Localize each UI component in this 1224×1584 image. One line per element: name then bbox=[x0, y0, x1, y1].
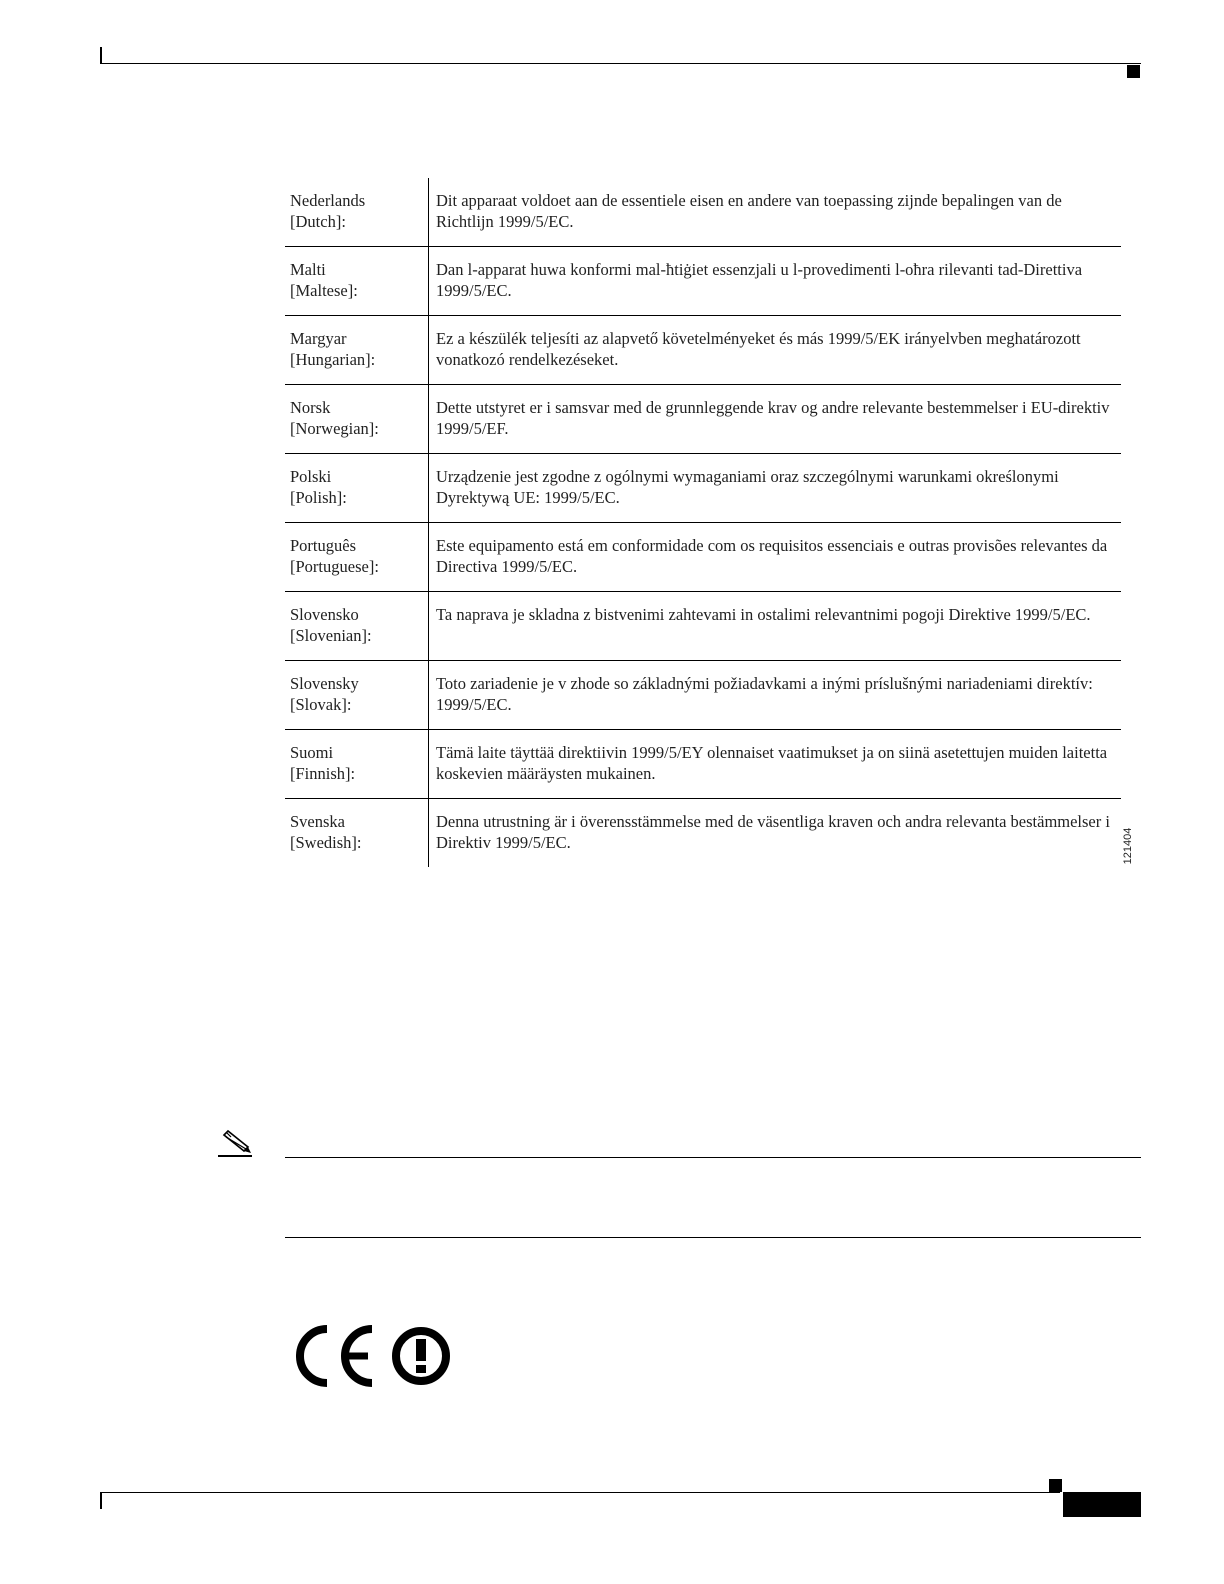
declaration-text: Ta naprava je skladna z bistvenimi zahtevami in ostalimi relevantnimi pogoji Direktive 1999/5/EC. bbox=[436, 605, 1091, 624]
footer-tick bbox=[100, 1492, 102, 1509]
table-row bbox=[285, 661, 1121, 730]
table-row bbox=[285, 247, 1121, 316]
declaration-text: Dan l-apparat huwa konformi mal-ħtiġiet essenzjali u l-provedimenti l-oħra rilevanti tad-Direttiva 1999/5/EC. bbox=[436, 260, 1083, 300]
language-label: Malti [Maltese]: bbox=[290, 260, 358, 300]
table-row bbox=[285, 799, 1121, 866]
table-row bbox=[285, 385, 1121, 454]
declaration-text: Urządzenie jest zgodne z ogólnymi wymaganiami oraz szczególnymi warunkami określonymi Dyrektywą UE: 1999/5/EC. bbox=[436, 467, 1059, 507]
table-row bbox=[285, 178, 1121, 247]
table-row bbox=[285, 454, 1121, 523]
language-label: Svenska [Swedish]: bbox=[290, 812, 362, 852]
declaration-text: Ez a készülék teljesíti az alapvető követelményeket és más 1999/5/EK irányelvben meghatározott vonatkozó rendelkezéseket. bbox=[436, 329, 1081, 369]
declaration-text: Este equipamento está em conformidade com os requisitos essenciais e outras provisões relevantes da Directiva 1999/5/EC. bbox=[436, 536, 1108, 576]
declaration-text: Dit apparaat voldoet aan de essentiele eisen en andere van toepassing zijnde bepalingen van de Richtlijn 1999/5/EC. bbox=[436, 191, 1062, 231]
language-label: Português [Portuguese]: bbox=[290, 536, 379, 576]
note-top-rule bbox=[285, 1157, 1141, 1158]
header-rule bbox=[100, 63, 1141, 64]
compliance-marks bbox=[296, 1325, 456, 1387]
declaration-table bbox=[285, 178, 1121, 866]
header-tick bbox=[100, 47, 102, 64]
footer-marker bbox=[1049, 1479, 1062, 1492]
language-label: Norsk [Norwegian]: bbox=[290, 398, 379, 438]
pencil-note-icon bbox=[218, 1129, 254, 1159]
table-row bbox=[285, 730, 1121, 799]
page-number-tab bbox=[1063, 1492, 1141, 1517]
language-label: Suomi [Finnish]: bbox=[290, 743, 356, 783]
declaration-text: Tämä laite täyttää direktiivin 1999/5/EY olennaiset vaatimukset ja on siinä asetettujen muiden laitetta koskevien määräysten mukainen. bbox=[436, 743, 1108, 783]
table-column-divider bbox=[428, 178, 429, 867]
class2-alert-icon bbox=[396, 1331, 446, 1381]
declaration-text: Toto zariadenie je v zhode so základnými požiadavkami a inými príslušnými nariadeniami direktív: 1999/5/EC. bbox=[436, 674, 1093, 714]
language-label: Nederlands [Dutch]: bbox=[290, 191, 366, 231]
language-label: Margyar [Hungarian]: bbox=[290, 329, 376, 369]
language-label: Polski [Polish]: bbox=[290, 467, 347, 507]
footer-rule bbox=[100, 1492, 1060, 1493]
declaration-text: Dette utstyret er i samsvar med de grunnleggende krav og andre relevante bestemmelser i EU-direktiv 1999/5/EF. bbox=[436, 398, 1110, 438]
note-bottom-rule bbox=[285, 1237, 1141, 1238]
table-row bbox=[285, 592, 1121, 661]
header-marker bbox=[1127, 65, 1140, 78]
declaration-text: Denna utrustning är i överensstämmelse med de väsentliga kraven och andra relevanta bestämmelser i Direktiv 1999/5/EC. bbox=[436, 812, 1110, 852]
language-label: Slovensko [Slovenian]: bbox=[290, 605, 372, 645]
ce-mark-icon bbox=[300, 1329, 372, 1383]
table-row bbox=[285, 316, 1121, 385]
table-row bbox=[285, 523, 1121, 592]
language-label: Slovensky [Slovak]: bbox=[290, 674, 359, 714]
figure-id: 121404 bbox=[1122, 827, 1134, 865]
